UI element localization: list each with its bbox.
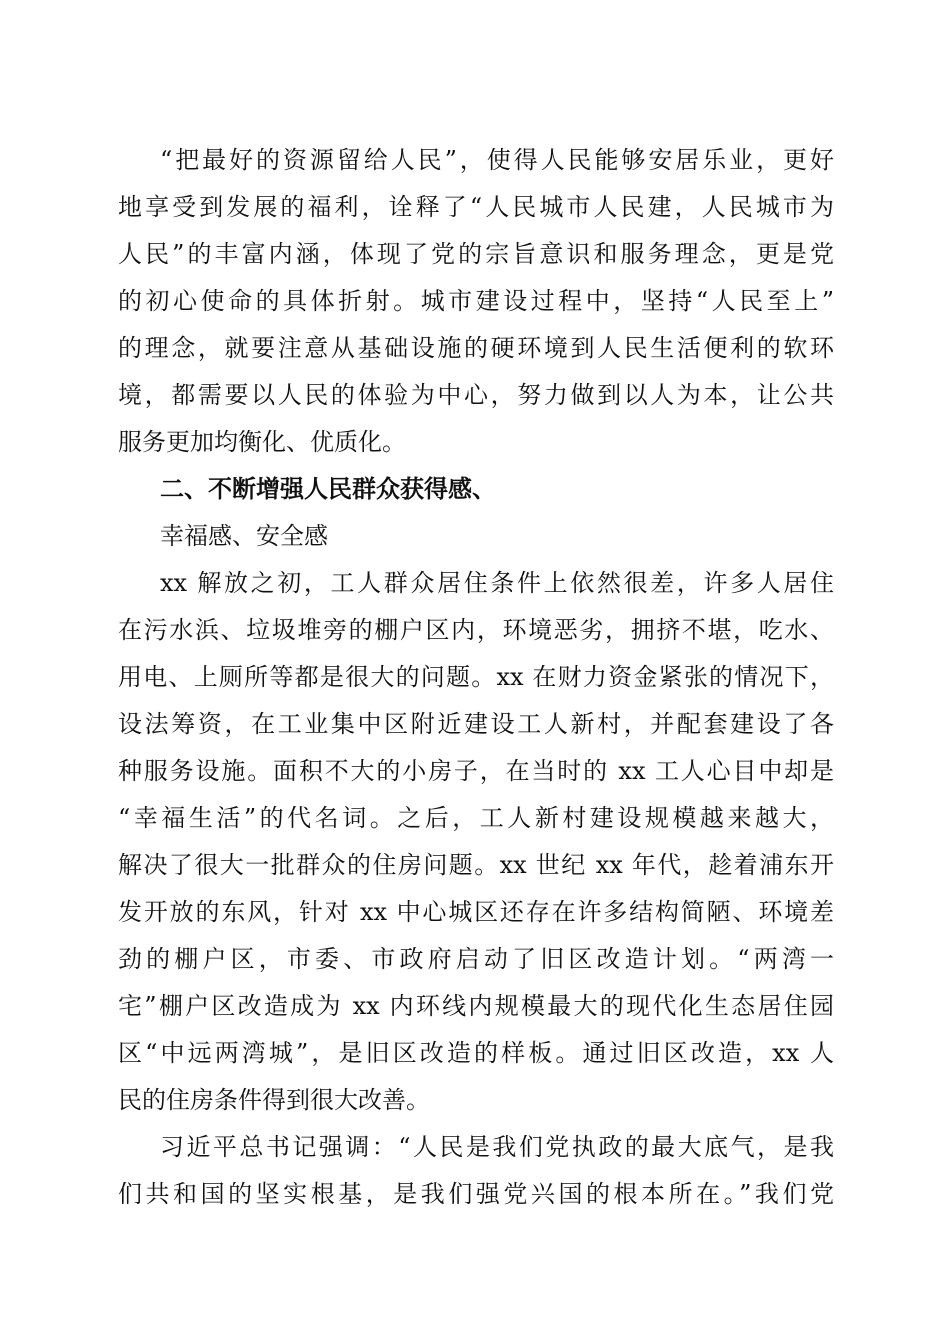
text-line: 发开放的东风，针对 xx 中心城区还存在许多结构简陋、环境差 bbox=[118, 898, 834, 926]
text-line: 的理念，就要注意从基础设施的硬环境到人民生活便利的软环 bbox=[118, 334, 834, 362]
text-line: 宅”棚户区改造成为 xx 内环线内规模最大的现代化生态居住园 bbox=[118, 992, 834, 1020]
text-line: 劲的棚户区，市委、市政府启动了旧区改造计划。“两湾一 bbox=[118, 945, 834, 973]
section-subheading: 幸福感、安全感 bbox=[160, 522, 328, 550]
text-line: 在污水浜、垃圾堆旁的棚户区内，环境恶劣，拥挤不堪，吃水、 bbox=[118, 616, 834, 644]
text-line: “把最好的资源留给人民”，使得人民能够安居乐业，更好 bbox=[160, 146, 834, 174]
text-line: 服务更加均衡化、优质化。 bbox=[118, 428, 406, 456]
text-line: 人民”的丰富内涵，体现了党的宗旨意识和服务理念，更是党 bbox=[118, 240, 834, 268]
text-line: 们共和国的坚实根基，是我们强党兴国的根本所在。”我们党 bbox=[118, 1180, 834, 1208]
text-line: 民的住房条件得到很大改善。 bbox=[118, 1086, 430, 1114]
text-line: 区“中远两湾城”，是旧区改造的样板。通过旧区改造，xx 人 bbox=[118, 1039, 834, 1067]
text-line: 习近平总书记强调：“人民是我们党执政的最大底气，是我 bbox=[160, 1133, 834, 1161]
text-line: 用电、上厕所等都是很大的问题。xx 在财力资金紧张的情况下， bbox=[118, 663, 834, 691]
text-line: 设法筹资，在工业集中区附近建设工人新村，并配套建设了各 bbox=[118, 710, 834, 738]
text-line: xx 解放之初，工人群众居住条件上依然很差，许多人居住 bbox=[160, 569, 834, 597]
text-line: “幸福生活”的代名词。之后，工人新村建设规模越来越大， bbox=[118, 804, 834, 832]
text-line: 境，都需要以人民的体验为中心，努力做到以人为本，让公共 bbox=[118, 381, 834, 409]
text-line: 的初心使命的具体折射。城市建设过程中，坚持“人民至上” bbox=[118, 287, 834, 315]
section-heading: 二、不断增强人民群众获得感、 bbox=[160, 475, 496, 503]
text-line: 地享受到发展的福利，诠释了“人民城市人民建，人民城市为 bbox=[118, 193, 834, 221]
text-line: 解决了很大一批群众的住房问题。xx 世纪 xx 年代，趁着浦东开 bbox=[118, 851, 834, 879]
text-line: 种服务设施。面积不大的小房子，在当时的 xx 工人心目中却是 bbox=[118, 757, 834, 785]
